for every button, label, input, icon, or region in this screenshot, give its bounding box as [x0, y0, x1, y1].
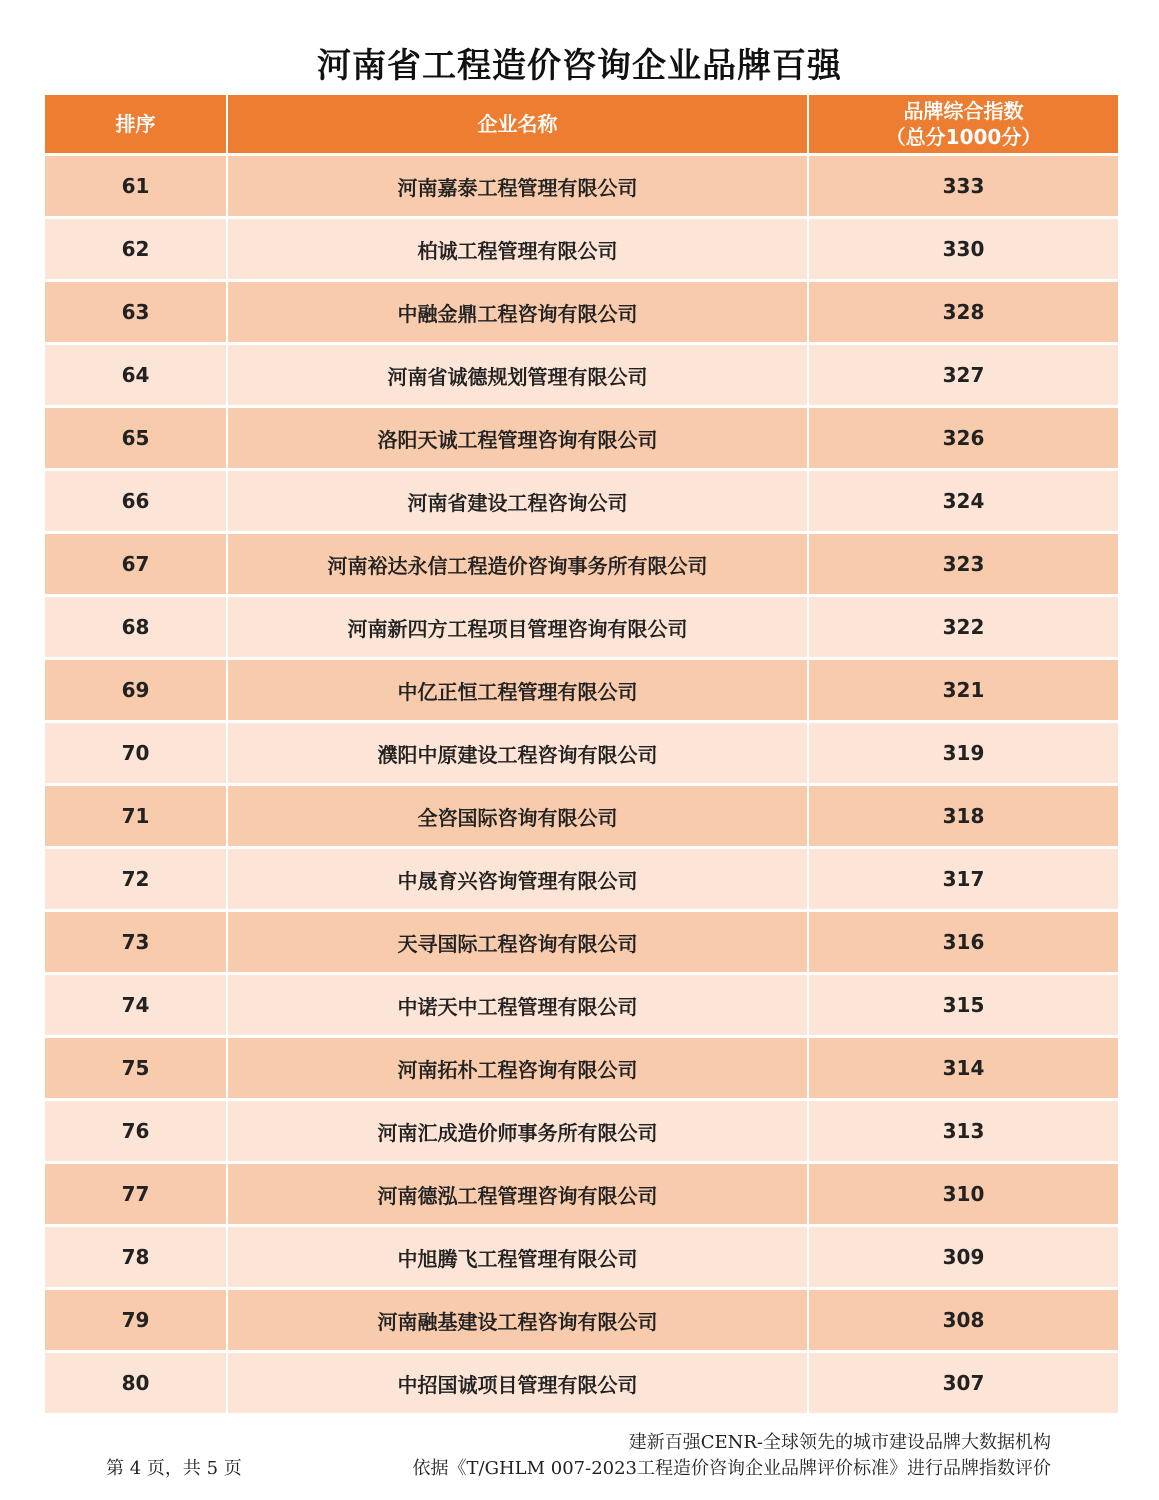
- company-name-cell: 洛阳天诚工程管理咨询有限公司: [227, 407, 808, 470]
- rank-cell: 75: [45, 1037, 227, 1100]
- rank-cell: 74: [45, 974, 227, 1037]
- table-row: [45, 722, 1118, 785]
- table-row: [45, 470, 1118, 533]
- score-cell: 313: [808, 1100, 1118, 1163]
- rank-cell: 71: [45, 785, 227, 848]
- company-name-cell: 全咨国际咨询有限公司: [227, 785, 808, 848]
- header-score-line2: （总分1000分）: [885, 125, 1042, 149]
- rank-cell: 79: [45, 1289, 227, 1352]
- company-name-cell: 濮阳中原建设工程咨询有限公司: [227, 722, 808, 785]
- table-row: [45, 407, 1118, 470]
- rank-cell: 73: [45, 911, 227, 974]
- table-row: [45, 1037, 1118, 1100]
- rank-cell: 65: [45, 407, 227, 470]
- header-score: [808, 95, 1118, 155]
- score-cell: 323: [808, 533, 1118, 596]
- rank-cell: 68: [45, 596, 227, 659]
- score-cell: 333: [808, 155, 1118, 218]
- score-cell: 314: [808, 1037, 1118, 1100]
- company-name-cell: 中晟育兴咨询管理有限公司: [227, 848, 808, 911]
- score-cell: 330: [808, 218, 1118, 281]
- table-header-row: [45, 95, 1118, 155]
- company-name-cell: 河南新四方工程项目管理咨询有限公司: [227, 596, 808, 659]
- company-name-cell: 河南省建设工程咨询公司: [227, 470, 808, 533]
- ranking-table: [45, 95, 1118, 1416]
- score-cell: 318: [808, 785, 1118, 848]
- table-row: [45, 848, 1118, 911]
- score-cell: 328: [808, 281, 1118, 344]
- score-cell: 316: [808, 911, 1118, 974]
- score-cell: 309: [808, 1226, 1118, 1289]
- score-cell: 322: [808, 596, 1118, 659]
- score-cell: 310: [808, 1163, 1118, 1226]
- score-cell: 326: [808, 407, 1118, 470]
- company-name-cell: 中融金鼎工程咨询有限公司: [227, 281, 808, 344]
- rank-cell: 78: [45, 1226, 227, 1289]
- table-row: [45, 659, 1118, 722]
- company-name-cell: 河南融基建设工程咨询有限公司: [227, 1289, 808, 1352]
- table-row: [45, 1352, 1118, 1415]
- score-cell: 324: [808, 470, 1118, 533]
- header-name: 企业名称: [227, 95, 808, 155]
- table-row: [45, 785, 1118, 848]
- rank-cell: 80: [45, 1352, 227, 1415]
- table-row: [45, 344, 1118, 407]
- company-name-cell: 中招国诚项目管理有限公司: [227, 1352, 808, 1415]
- table-row: [45, 155, 1118, 218]
- rank-cell: 62: [45, 218, 227, 281]
- page-number: 第 4 页，共 5 页: [106, 1458, 242, 1479]
- score-cell: 317: [808, 848, 1118, 911]
- company-name-cell: 中诺天中工程管理有限公司: [227, 974, 808, 1037]
- table-row: [45, 218, 1118, 281]
- table-row: [45, 1226, 1118, 1289]
- company-name-cell: 河南拓朴工程咨询有限公司: [227, 1037, 808, 1100]
- rank-cell: 70: [45, 722, 227, 785]
- table-row: [45, 281, 1118, 344]
- table-row: [45, 911, 1118, 974]
- score-cell: 308: [808, 1289, 1118, 1352]
- table-row: [45, 596, 1118, 659]
- rank-cell: 67: [45, 533, 227, 596]
- table-row: [45, 1289, 1118, 1352]
- company-name-cell: 河南德泓工程管理咨询有限公司: [227, 1163, 808, 1226]
- score-cell: 307: [808, 1352, 1118, 1415]
- company-name-cell: 天寻国际工程咨询有限公司: [227, 911, 808, 974]
- score-cell: 315: [808, 974, 1118, 1037]
- rank-cell: 76: [45, 1100, 227, 1163]
- page-title: 河南省工程造价咨询企业品牌百强: [317, 46, 842, 86]
- rank-cell: 64: [45, 344, 227, 407]
- table-row: [45, 1163, 1118, 1226]
- company-name-cell: 中旭腾飞工程管理有限公司: [227, 1226, 808, 1289]
- score-cell: 321: [808, 659, 1118, 722]
- footer-standard-text: 依据《T/GHLM 007-2023工程造价咨询企业品牌评价标准》进行品牌指数评价: [412, 1458, 1051, 1479]
- rank-cell: 77: [45, 1163, 227, 1226]
- company-name-cell: 河南裕达永信工程造价咨询事务所有限公司: [227, 533, 808, 596]
- table-row: [45, 1100, 1118, 1163]
- table-row: [45, 533, 1118, 596]
- header-rank: 排序: [45, 95, 227, 155]
- score-cell: 319: [808, 722, 1118, 785]
- rank-cell: 72: [45, 848, 227, 911]
- company-name-cell: 河南嘉泰工程管理有限公司: [227, 155, 808, 218]
- score-cell: 327: [808, 344, 1118, 407]
- footer-source-text: 建新百强CENR-全球领先的城市建设品牌大数据机构: [628, 1432, 1051, 1453]
- company-name-cell: 河南汇成造价师事务所有限公司: [227, 1100, 808, 1163]
- table-row: [45, 974, 1118, 1037]
- rank-cell: 63: [45, 281, 227, 344]
- company-name-cell: 柏诚工程管理有限公司: [227, 218, 808, 281]
- rank-cell: 61: [45, 155, 227, 218]
- rank-cell: 66: [45, 470, 227, 533]
- rank-cell: 69: [45, 659, 227, 722]
- company-name-cell: 河南省诚德规划管理有限公司: [227, 344, 808, 407]
- company-name-cell: 中亿正恒工程管理有限公司: [227, 659, 808, 722]
- header-score-line1: 品牌综合指数: [903, 99, 1024, 123]
